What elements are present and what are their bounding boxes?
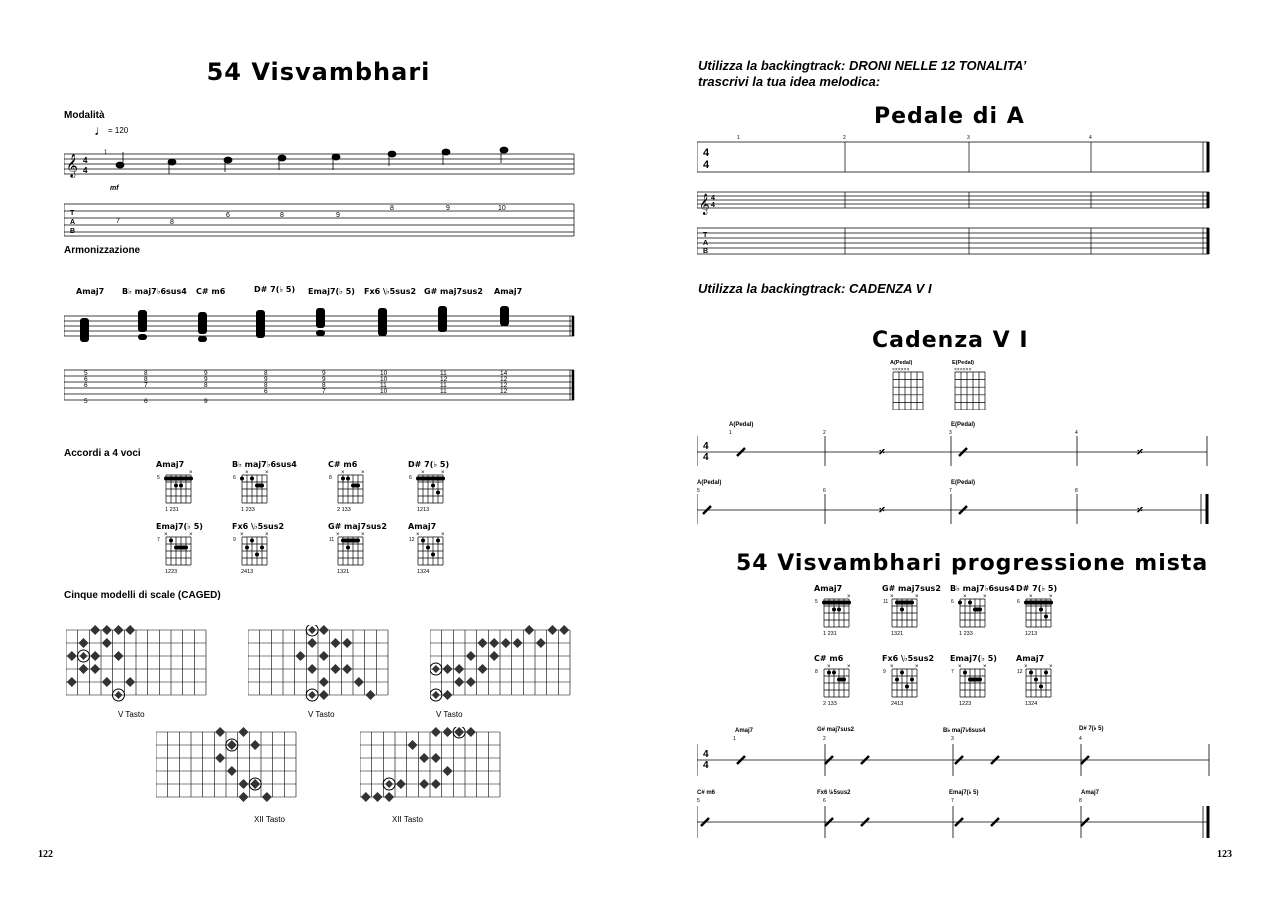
svg-text:4: 4: [83, 166, 88, 175]
svg-text:××××××: ××××××: [954, 367, 972, 373]
chord-diagram-name: D# 7(♭ 5): [1016, 584, 1058, 593]
svg-text:×: ×: [441, 470, 445, 476]
caged-caption: XII Tasto: [392, 815, 423, 824]
svg-text:4: 4: [711, 202, 715, 209]
svg-text:5: 5: [157, 475, 160, 481]
chord-diagram: [814, 654, 858, 712]
cadenza-chord-name: A(Pedal): [890, 360, 913, 366]
chord-grid: [1016, 593, 1060, 637]
svg-text:4: 4: [703, 749, 709, 760]
chord-name: C# m6: [196, 287, 226, 296]
svg-text:1321: 1321: [337, 569, 350, 575]
instruction-2: Utilizza la backingtrack: CADENZA V I: [698, 281, 932, 296]
svg-text:7: 7: [157, 537, 160, 543]
svg-text:6: 6: [264, 388, 268, 395]
svg-text:14: 14: [500, 370, 508, 377]
svg-text:4: 4: [703, 441, 709, 452]
tab-col-8: [500, 370, 508, 395]
svg-text:T: T: [70, 210, 75, 217]
svg-text:8: 8: [280, 212, 284, 219]
chord-diagram-name: Amaj7: [408, 522, 437, 531]
instruction-1b: trascrivi la tua idea melodica:: [698, 74, 881, 89]
svg-text:12: 12: [500, 382, 508, 389]
chord-diagram: [156, 460, 200, 518]
svg-text:1213: 1213: [417, 507, 430, 513]
svg-text:2 133: 2 133: [337, 507, 351, 513]
svg-text:2: 2: [823, 736, 826, 742]
svg-text:9: 9: [264, 376, 268, 383]
svg-text:10: 10: [380, 370, 388, 377]
chord-grid: [814, 663, 858, 707]
svg-text:B♭ maj7♭6sus4: B♭ maj7♭6sus4: [943, 728, 986, 734]
svg-text:×: ×: [963, 594, 967, 600]
svg-text:4: 4: [703, 760, 709, 771]
svg-text:C# m6: C# m6: [697, 790, 716, 796]
svg-text:×: ×: [441, 532, 445, 538]
svg-text:5: 5: [815, 599, 818, 605]
chord-diagram: [232, 460, 297, 518]
svg-text:8: 8: [390, 205, 394, 212]
svg-text:12: 12: [500, 376, 508, 383]
accordi-label: Accordi a 4 voci: [64, 448, 141, 459]
svg-text:9: 9: [204, 398, 208, 405]
cadenza-grid: [952, 366, 992, 410]
svg-text:×: ×: [265, 470, 269, 476]
svg-text:×: ×: [958, 664, 962, 670]
svg-text:×: ×: [421, 470, 425, 476]
svg-text:×: ×: [890, 594, 894, 600]
tab-col-3: [204, 370, 208, 405]
chord-diagram-name: Emaj7(♭ 5): [950, 654, 997, 663]
chord-diagram-name: B♭ maj7♭6sus4: [232, 460, 297, 469]
svg-text:5: 5: [697, 798, 700, 804]
chord-name: Fx6 \♭5sus2: [364, 287, 417, 296]
chord-diagram: [882, 654, 934, 712]
scale-grid: [248, 625, 400, 705]
tab-col-7: [440, 370, 448, 395]
chord-diagram-name: Fx6 \♭5sus2: [882, 654, 935, 663]
svg-text:11: 11: [440, 370, 447, 377]
svg-text:E(Pedal): E(Pedal): [951, 480, 976, 486]
svg-text:×: ×: [1049, 594, 1053, 600]
svg-text:1324: 1324: [1025, 701, 1038, 707]
caged-caption: XII Tasto: [254, 815, 285, 824]
chord-diagram-name: Amaj7: [1016, 654, 1045, 663]
svg-text:9: 9: [233, 537, 236, 543]
svg-text:1324: 1324: [417, 569, 430, 575]
svg-text:1: 1: [729, 430, 732, 436]
svg-text:6: 6: [823, 798, 826, 804]
armonizzazione-staff: [64, 300, 576, 410]
svg-text:1: 1: [737, 135, 740, 141]
svg-text:12: 12: [440, 376, 448, 383]
chord-diagram-name: Amaj7: [814, 584, 843, 593]
svg-text:×: ×: [1049, 664, 1053, 670]
chord-name: B♭ maj7♭6sus4: [122, 287, 187, 296]
svg-text:12: 12: [500, 388, 508, 395]
chord-diagram-name: B♭ maj7♭6sus4: [950, 584, 1015, 593]
chord-diagram: [1016, 654, 1060, 712]
svg-text:8: 8: [329, 475, 332, 481]
svg-text:7: 7: [951, 798, 954, 804]
svg-text:Amaj7: Amaj7: [735, 728, 754, 734]
svg-text:4: 4: [1075, 430, 1078, 436]
svg-text:9: 9: [322, 376, 326, 383]
svg-text:4: 4: [1089, 135, 1092, 141]
svg-text:×: ×: [915, 664, 919, 670]
svg-text:7: 7: [949, 488, 952, 494]
svg-text:2413: 2413: [241, 569, 254, 575]
svg-text:9: 9: [446, 205, 450, 212]
svg-text:1321: 1321: [891, 631, 904, 637]
svg-text:3: 3: [967, 135, 970, 141]
scale-grid: [360, 727, 512, 807]
cadenza-chord-diagram: [952, 360, 992, 415]
svg-text:1223: 1223: [959, 701, 972, 707]
svg-text:8: 8: [144, 370, 148, 377]
svg-text:1 233: 1 233: [241, 507, 255, 513]
svg-text:11: 11: [883, 599, 889, 605]
cadenza-chord-name: E(Pedal): [952, 360, 975, 366]
chord-grid: [950, 593, 994, 637]
svg-text:6: 6: [823, 488, 826, 494]
left-page-title: 54 Visvambhari: [206, 58, 431, 86]
svg-text:1223: 1223: [165, 569, 178, 575]
chord-diagram-name: Fx6 \♭5sus2: [232, 522, 285, 531]
svg-text:8: 8: [322, 382, 326, 389]
right-page-number: 123: [1217, 849, 1232, 860]
svg-text:×: ×: [189, 470, 193, 476]
chord-grid: [408, 469, 452, 513]
chord-diagram-name: G# maj7sus2: [882, 584, 941, 593]
svg-text:7: 7: [144, 382, 148, 389]
cadenza-rhythm-staff: [697, 416, 1213, 526]
chord-diagram: [328, 522, 387, 580]
svg-text:×: ×: [240, 532, 244, 538]
svg-text:6: 6: [409, 475, 412, 481]
svg-text:×: ×: [890, 664, 894, 670]
svg-text:9: 9: [204, 376, 208, 383]
svg-text:8: 8: [815, 669, 818, 675]
svg-text:5: 5: [84, 370, 88, 377]
svg-text:4: 4: [703, 159, 710, 171]
svg-text:1 231: 1 231: [823, 631, 837, 637]
svg-text:1213: 1213: [1025, 631, 1038, 637]
svg-text:×: ×: [361, 532, 365, 538]
svg-text:Amaj7: Amaj7: [1081, 790, 1100, 796]
cadenza-grid: [890, 366, 930, 410]
chord-diagram: [950, 584, 1015, 642]
svg-text:9: 9: [322, 370, 326, 377]
svg-text:1: 1: [104, 150, 108, 156]
armonizzazione-label: Armonizzazione: [64, 245, 141, 256]
chord-grid: [408, 531, 452, 575]
svg-text:9: 9: [204, 370, 208, 377]
chord-name: D# 7(♭ 5): [254, 285, 296, 294]
pedale-title: Pedale di A: [874, 104, 1025, 129]
svg-text:1 231: 1 231: [165, 507, 179, 513]
svg-text:T: T: [703, 232, 708, 239]
quarter-note-icon: ♩: [94, 122, 108, 138]
chord-diagram-name: Emaj7(♭ 5): [156, 522, 203, 531]
svg-text:10: 10: [380, 376, 388, 383]
chord-diagram: [950, 654, 997, 712]
svg-text:5: 5: [84, 398, 88, 405]
svg-text:2: 2: [823, 430, 826, 436]
svg-text:×: ×: [915, 594, 919, 600]
svg-text:×: ×: [983, 664, 987, 670]
scale-grid: [430, 625, 582, 705]
chord-grid: [950, 663, 994, 707]
caged-label: Cinque modelli di scale (CAGED): [64, 590, 221, 601]
mista-title: 54 Visvambhari progressione mista: [736, 551, 1209, 576]
chord-diagram: [328, 460, 372, 518]
svg-text:𝄎: 𝄎: [879, 445, 885, 459]
svg-text:10: 10: [498, 205, 506, 212]
svg-text:8: 8: [1075, 488, 1078, 494]
chord-grid: [1016, 663, 1060, 707]
svg-text:mf: mf: [110, 185, 119, 192]
svg-text:6: 6: [226, 212, 230, 219]
svg-text:B: B: [703, 248, 709, 255]
svg-text:7: 7: [951, 669, 954, 675]
svg-text:5: 5: [697, 488, 700, 494]
svg-text:4: 4: [1079, 736, 1082, 742]
svg-text:6: 6: [84, 382, 88, 389]
svg-text:8: 8: [264, 370, 268, 377]
mista-rhythm-staff: [697, 722, 1213, 842]
svg-text:4: 4: [703, 147, 710, 159]
chord-name: G# maj7sus2: [424, 287, 483, 296]
chord-grid: [882, 663, 926, 707]
svg-text:4: 4: [711, 195, 715, 202]
tab-col-4: [264, 370, 268, 395]
tempo-mark: = 120: [108, 126, 129, 135]
tab-col-1: [84, 370, 88, 405]
svg-text:×: ×: [847, 594, 851, 600]
svg-text:×: ×: [847, 664, 851, 670]
chord-diagram: [408, 460, 452, 518]
svg-text:×: ×: [189, 532, 193, 538]
svg-text:A: A: [70, 219, 76, 226]
svg-text:6: 6: [951, 599, 954, 605]
svg-text:11: 11: [329, 537, 335, 543]
tab-col-5: [322, 370, 326, 395]
tab-col-2: [144, 370, 148, 405]
caged-caption: V Tasto: [308, 710, 335, 719]
chord-grid: [232, 531, 276, 575]
chord-grid: [328, 469, 372, 513]
chord-grid: [156, 531, 200, 575]
chord-name: Amaj7: [76, 287, 105, 296]
chord-grid: [814, 593, 858, 637]
chord-diagram-name: C# m6: [328, 460, 358, 469]
cadenza-chord-diagram: [890, 360, 930, 415]
svg-text:10: 10: [380, 388, 388, 395]
svg-text:11: 11: [440, 388, 447, 395]
svg-text:×: ×: [245, 470, 249, 476]
svg-text:×: ×: [827, 664, 831, 670]
modalita-staff: [64, 140, 576, 240]
svg-text:B: B: [70, 228, 76, 235]
chord-grid: [882, 593, 926, 637]
svg-text:×: ×: [983, 594, 987, 600]
left-page-number: 122: [38, 849, 53, 860]
chord-diagram: [156, 522, 203, 580]
svg-text:8: 8: [170, 219, 174, 226]
svg-text:×: ×: [336, 532, 340, 538]
chord-diagram: [882, 584, 941, 642]
scale-grid: [66, 625, 218, 705]
svg-text:6: 6: [84, 376, 88, 383]
svg-text:7: 7: [116, 218, 120, 225]
svg-text:3: 3: [951, 736, 954, 742]
svg-text:×: ×: [416, 532, 420, 538]
svg-text:A(Pedal): A(Pedal): [697, 480, 722, 486]
svg-text:×: ×: [361, 470, 365, 476]
svg-text:𝄎: 𝄎: [1137, 445, 1143, 459]
modalita-label: Modalità: [64, 110, 105, 121]
svg-text:1 233: 1 233: [959, 631, 973, 637]
svg-text:2: 2: [843, 135, 846, 141]
pedale-staff: [697, 134, 1213, 264]
svg-text:12: 12: [409, 537, 415, 543]
svg-text:8: 8: [1079, 798, 1082, 804]
svg-text:Fx6 \♭5sus2: Fx6 \♭5sus2: [817, 790, 851, 796]
svg-text:11: 11: [440, 382, 447, 389]
chord-diagram-name: C# m6: [814, 654, 844, 663]
tab-col-6: [380, 370, 388, 395]
svg-text:D# 7(♭ 5): D# 7(♭ 5): [1079, 726, 1104, 732]
svg-text:2 133: 2 133: [823, 701, 837, 707]
instruction-1: Utilizza la backingtrack: DRONI NELLE 12 TONALITA’: [698, 58, 1027, 73]
svg-text:8: 8: [144, 376, 148, 383]
svg-text:8: 8: [264, 382, 268, 389]
caged-caption: V Tasto: [118, 710, 145, 719]
svg-text:×: ×: [164, 532, 168, 538]
caged-caption: V Tasto: [436, 710, 463, 719]
svg-text:4: 4: [703, 452, 709, 463]
svg-text:×: ×: [265, 532, 269, 538]
svg-text:6: 6: [144, 398, 148, 405]
svg-text:12: 12: [1017, 669, 1023, 675]
treble-clef-icon: 𝄞: [66, 155, 78, 177]
chord-diagram: [408, 522, 452, 580]
svg-text:8: 8: [204, 382, 208, 389]
chord-grid: [328, 531, 372, 575]
svg-text:7: 7: [322, 388, 326, 395]
svg-text:A: A: [703, 240, 709, 247]
svg-text:11: 11: [380, 382, 387, 389]
svg-text:×: ×: [341, 470, 345, 476]
svg-text:E(Pedal): E(Pedal): [951, 422, 976, 428]
svg-text:3: 3: [949, 430, 952, 436]
chord-diagram-name: G# maj7sus2: [328, 522, 387, 531]
svg-text:4: 4: [83, 156, 88, 165]
cadenza-title: Cadenza V I: [872, 328, 1029, 353]
chord-diagram-name: Amaj7: [156, 460, 185, 469]
svg-text:9: 9: [336, 212, 340, 219]
svg-text:6: 6: [1017, 599, 1020, 605]
svg-text:A(Pedal): A(Pedal): [729, 422, 754, 428]
svg-text:×: ×: [1029, 594, 1033, 600]
chord-grid: [156, 469, 200, 513]
svg-text:𝄎: 𝄎: [879, 503, 885, 517]
chord-name: Amaj7: [494, 287, 523, 296]
svg-text:2413: 2413: [891, 701, 904, 707]
chord-name: Emaj7(♭ 5): [308, 287, 355, 296]
chord-diagram-name: D# 7(♭ 5): [408, 460, 450, 469]
svg-text:Emaj7(♭ 5): Emaj7(♭ 5): [949, 790, 979, 796]
svg-text:6: 6: [233, 475, 236, 481]
svg-text:1: 1: [733, 736, 736, 742]
chord-diagram: [1016, 584, 1060, 642]
svg-text:𝄎: 𝄎: [1137, 503, 1143, 517]
svg-text:×: ×: [1024, 664, 1028, 670]
svg-text:××××××: ××××××: [892, 367, 910, 373]
treble-clef-icon: 𝄞: [699, 194, 710, 214]
chord-diagram: [232, 522, 284, 580]
scale-grid: [156, 727, 308, 807]
chord-diagram: [814, 584, 858, 642]
svg-text:9: 9: [883, 669, 886, 675]
svg-text:G# maj7sus2: G# maj7sus2: [817, 727, 855, 733]
chord-grid: [232, 469, 276, 513]
